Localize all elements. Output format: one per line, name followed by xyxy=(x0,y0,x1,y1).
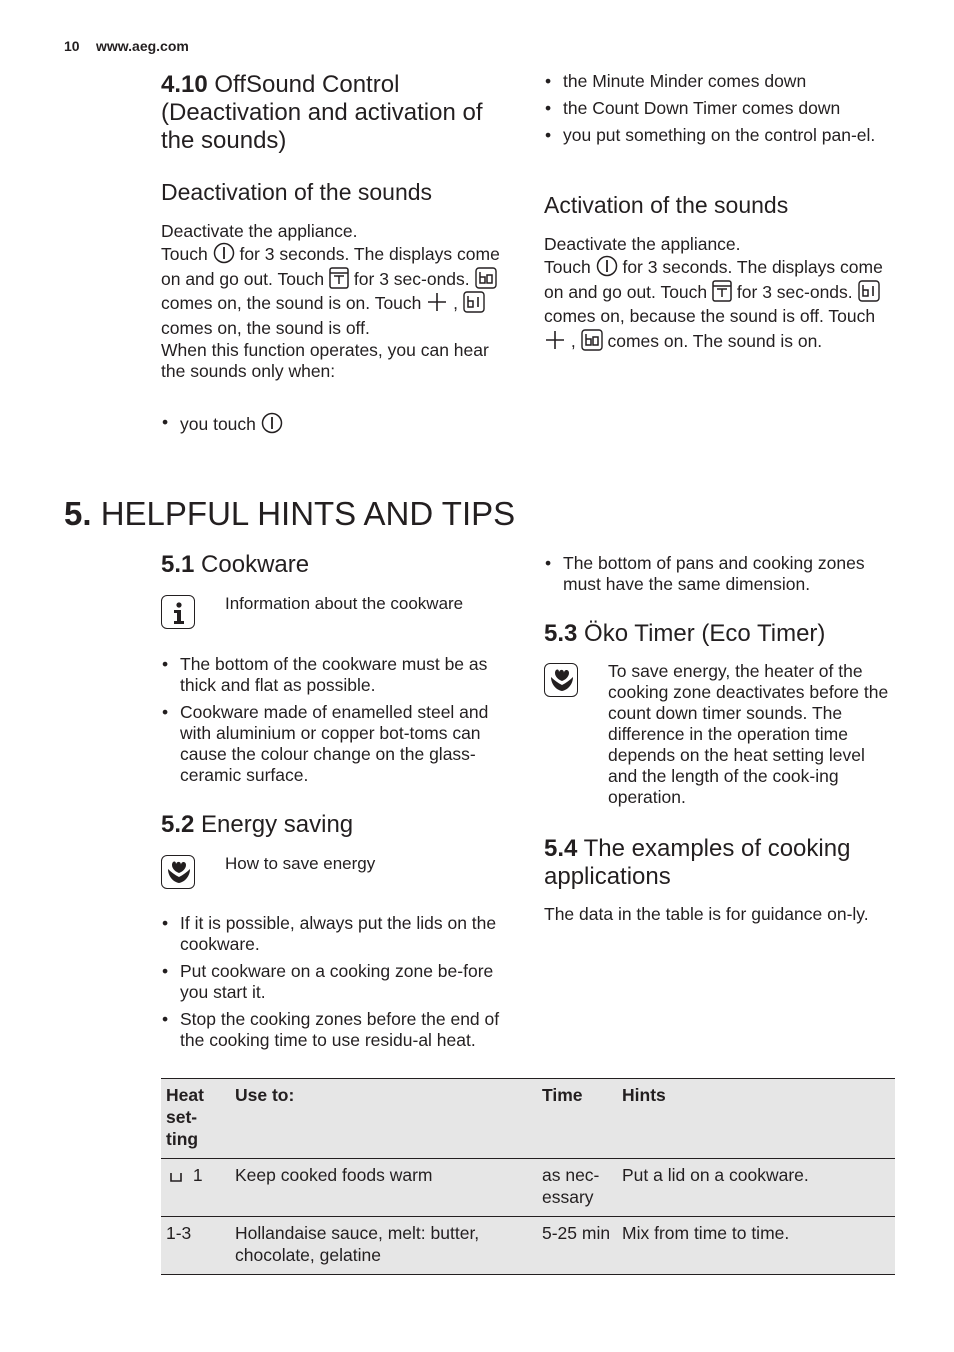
lock-icon xyxy=(329,267,349,289)
column-header: Use to: xyxy=(230,1079,537,1159)
cookware-info: Information about the cookware xyxy=(225,594,464,613)
table-row xyxy=(161,1159,895,1217)
table-cell: Keep cooked foods warm xyxy=(230,1159,537,1217)
sound-conditions-list xyxy=(544,71,896,152)
section-title-text: The examples of cooking applications xyxy=(544,835,851,890)
list-item: • The bottom of the cookware must be as thick and flat as possible. xyxy=(161,654,511,696)
list-item: • the Count Down Timer comes down xyxy=(544,98,896,119)
list-item: • The bottom of pans and cooking zones must have the same dimension. xyxy=(544,553,896,595)
table-row xyxy=(161,1217,895,1275)
paragraph: When this function operates, you can hear the sounds only when: xyxy=(161,340,489,382)
section-number: 5.4 xyxy=(544,835,578,862)
text: , xyxy=(570,330,576,351)
header-url: www.aeg.com xyxy=(96,38,189,54)
list-item: • Cookware made of enamelled steel and with aluminium or copper bot-toms can cause the colour change on the glass-ceramic surface. xyxy=(161,702,511,786)
plus-icon xyxy=(544,329,566,351)
text: Touch xyxy=(161,244,208,264)
section-title-text: Cookware xyxy=(201,551,310,578)
heat-setting: 1 xyxy=(192,1165,203,1185)
deactivation-heading: Deactivation of the sounds xyxy=(161,179,433,205)
section-number: 5.1 xyxy=(161,551,195,578)
text: comes on, because the sound is off. Touch xyxy=(544,306,876,327)
text: comes on, the sound is off. xyxy=(161,317,370,338)
column-header: Heat set-ting xyxy=(161,1079,230,1159)
chapter-number: 5. xyxy=(64,495,92,532)
text: Touch xyxy=(374,293,422,314)
table-cell: 5-25 min xyxy=(537,1217,617,1275)
text: for 3 seconds. The displays come on and go out. Touch xyxy=(544,257,883,302)
eco-leaf-icon xyxy=(161,855,195,889)
paragraph: Deactivate the appliance. xyxy=(161,221,358,241)
section-title-text: OffSound Control (Deactivation and activation of the sounds) xyxy=(161,71,483,154)
text: for 3 seconds. The displays come on and go out. Touch xyxy=(161,244,500,289)
section-4-10-title xyxy=(161,71,521,155)
column-header: Time xyxy=(537,1079,617,1159)
list-item xyxy=(161,412,513,435)
paragraph: Deactivate the appliance. xyxy=(544,234,741,254)
paragraph xyxy=(544,255,896,353)
list-item: • Stop the cooking zones before the end of the cooking time to use residu-al heat. xyxy=(161,1009,511,1051)
page-number: 10 xyxy=(64,38,80,54)
cooking-examples-table xyxy=(161,1078,895,1275)
energy-info: How to save energy xyxy=(225,854,376,873)
chapter-title-text: HELPFUL HINTS AND TIPS xyxy=(100,495,516,532)
text: , xyxy=(453,293,459,314)
paragraph xyxy=(161,242,513,340)
table-cell: as nec-essary xyxy=(537,1159,617,1217)
table-header-row xyxy=(161,1079,895,1159)
table-cell xyxy=(161,1159,230,1217)
section-5-3-title xyxy=(544,620,825,648)
section-number: 5.3 xyxy=(544,620,578,647)
text: Touch xyxy=(544,257,591,277)
text: comes on. The sound is on. xyxy=(607,330,823,351)
section-title-text: Öko Timer (Eco Timer) xyxy=(584,620,826,647)
deactivation-text xyxy=(161,221,513,382)
display-b1-icon xyxy=(463,291,485,313)
eco-timer-text: To save energy, the heater of the cooking zone deactivates before the count down timer sounds. The difference in the operation time depends on the heat setting level and the length of the cook-ing operation. xyxy=(608,661,889,807)
text: for 3 sec-onds. xyxy=(353,268,470,289)
text: for 3 sec-onds. xyxy=(736,281,853,302)
activation-heading: Activation of the sounds xyxy=(544,192,789,218)
table-cell: Mix from time to time. xyxy=(617,1217,895,1275)
display-bo-icon xyxy=(581,329,603,351)
section-5-2-title xyxy=(161,811,353,839)
display-b1-icon xyxy=(858,280,880,302)
text: comes on, the sound is on. xyxy=(161,293,371,314)
plus-icon xyxy=(426,291,448,313)
power-icon xyxy=(213,242,235,264)
cookware-right-list xyxy=(544,553,896,601)
table-intro: The data in the table is for guidance on-ly. xyxy=(544,904,869,924)
info-icon xyxy=(161,595,195,629)
section-number: 5.2 xyxy=(161,811,195,838)
table-cell: Put a lid on a cookware. xyxy=(617,1159,895,1217)
power-icon xyxy=(261,412,283,434)
section-5-1-title xyxy=(161,551,309,579)
lock-icon xyxy=(712,280,732,302)
energy-list xyxy=(161,913,511,1057)
list-item: • If it is possible, always put the lids on the cookware. xyxy=(161,913,511,955)
section-5-4-title xyxy=(544,835,896,891)
text: you touch xyxy=(180,414,256,434)
section-title-text: Energy saving xyxy=(201,811,354,838)
column-header: Hints xyxy=(617,1079,895,1159)
table-cell: 1-3 xyxy=(161,1217,230,1275)
activation-text xyxy=(544,234,896,353)
chapter-title xyxy=(64,494,515,534)
keep-warm-icon xyxy=(166,1167,188,1185)
list-item: • Put cookware on a cooking zone be-fore you start it. xyxy=(161,961,511,1003)
cookware-list xyxy=(161,654,511,792)
section-number: 4.10 xyxy=(161,71,208,98)
eco-leaf-icon xyxy=(544,663,578,697)
power-icon xyxy=(596,255,618,277)
display-bo-icon xyxy=(475,267,497,289)
list-item: • you put something on the control pan-el. xyxy=(544,125,896,146)
table-cell: Hollandaise sauce, melt: butter, chocolate, gelatine xyxy=(230,1217,537,1275)
list-item: • the Minute Minder comes down xyxy=(544,71,896,92)
deactivation-bullets xyxy=(161,412,513,441)
